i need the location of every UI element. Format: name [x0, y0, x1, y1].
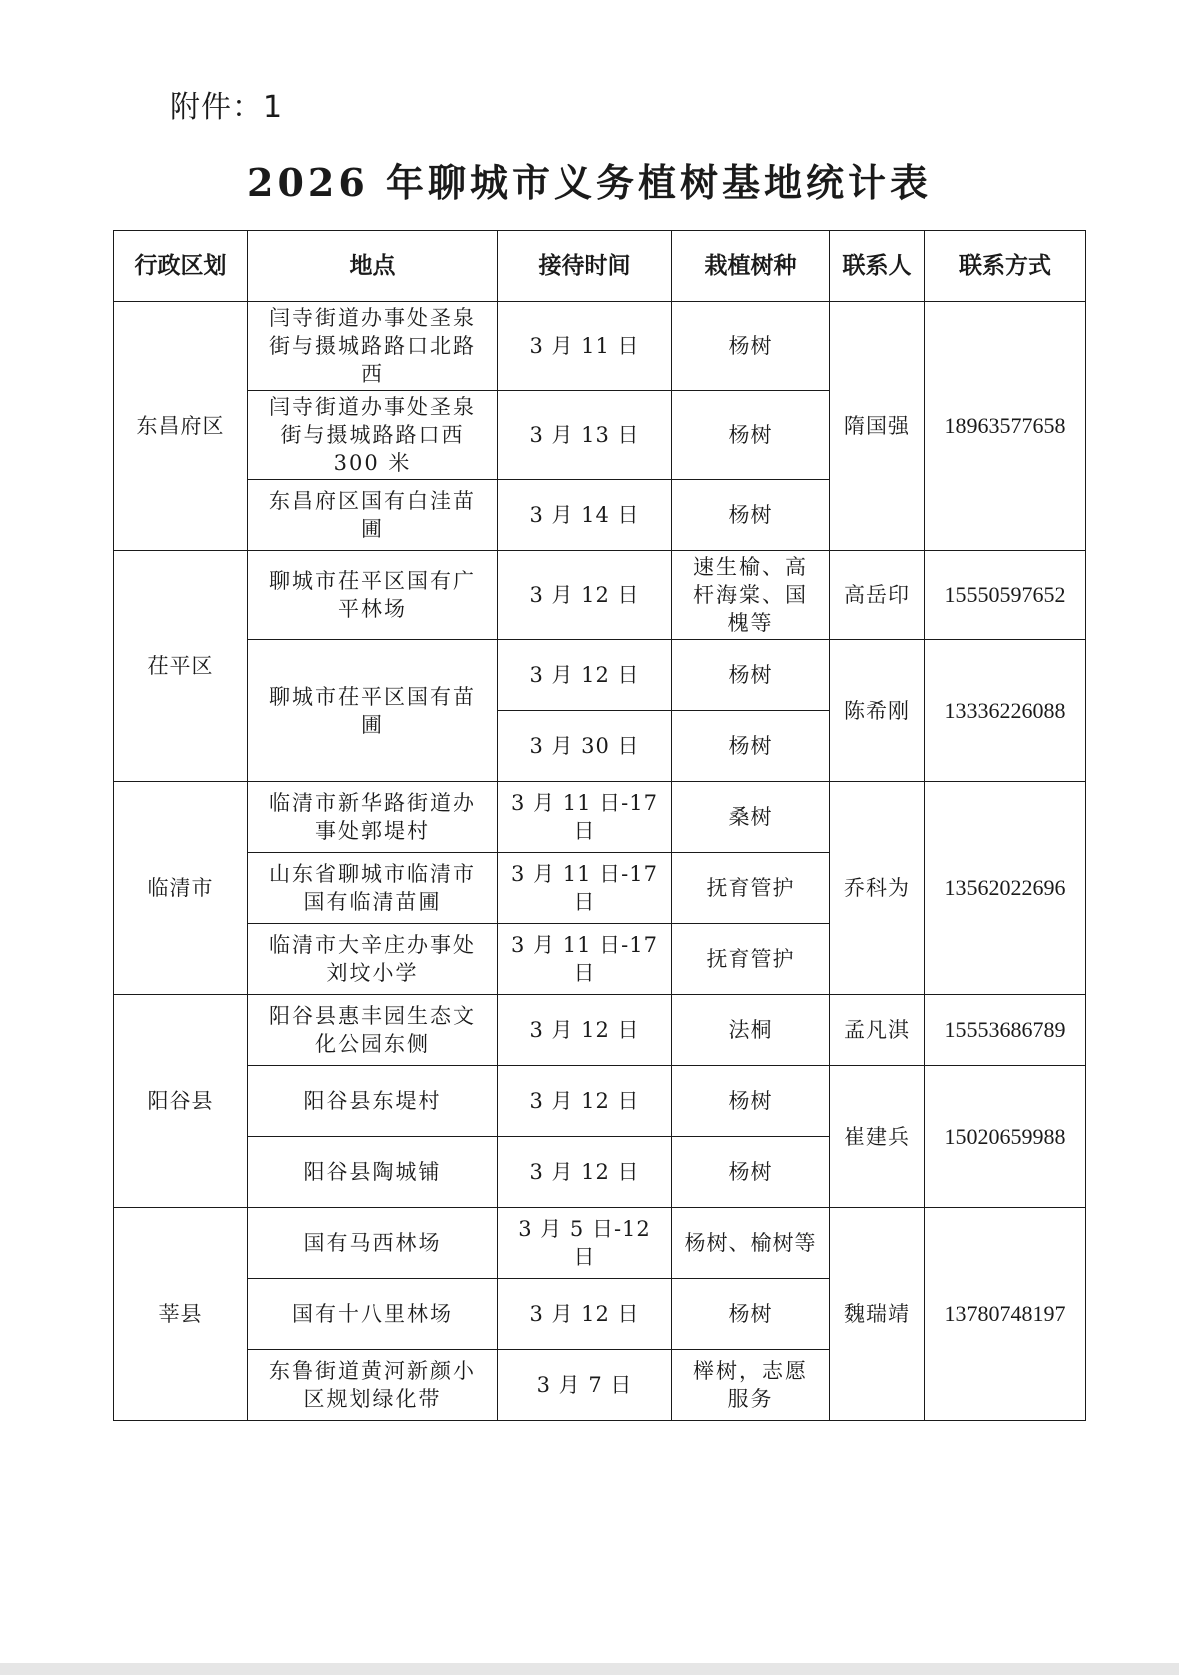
- phone-cell: 13562022696: [925, 782, 1086, 995]
- header-species: 栽植树种: [672, 231, 830, 302]
- location-cell: 闫寺街道办事处圣泉街与摄城路路口西 300 米: [248, 391, 498, 480]
- district-cell: 东昌府区: [114, 302, 248, 551]
- table-row: [114, 640, 1086, 711]
- contact-cell: 陈希刚: [830, 640, 925, 782]
- location-cell: 阳谷县东堤村: [248, 1066, 498, 1137]
- time-cell: 3 月 30 日: [498, 711, 672, 782]
- time-cell: 3 月 11 日-17 日: [498, 924, 672, 995]
- time-cell: 3 月 12 日: [498, 551, 672, 640]
- location-cell: 东昌府区国有白洼苗圃: [248, 480, 498, 551]
- table-row: [114, 1208, 1086, 1279]
- location-cell: 东鲁街道黄河新颜小区规划绿化带: [248, 1350, 498, 1421]
- attachment-label: 附件：1: [170, 90, 284, 125]
- time-cell: 3 月 12 日: [498, 1137, 672, 1208]
- location-cell: 国有马西林场: [248, 1208, 498, 1279]
- district-cell: 莘县: [114, 1208, 248, 1421]
- time-cell: 3 月 13 日: [498, 391, 672, 480]
- contact-cell: 高岳印: [830, 551, 925, 640]
- species-cell: 速生榆、高杆海棠、国槐等: [672, 551, 830, 640]
- location-cell: 山东省聊城市临清市国有临清苗圃: [248, 853, 498, 924]
- species-cell: 杨树: [672, 480, 830, 551]
- species-cell: 杨树: [672, 1279, 830, 1350]
- time-cell: 3 月 7 日: [498, 1350, 672, 1421]
- species-cell: 抚育管护: [672, 853, 830, 924]
- species-cell: 杨树: [672, 640, 830, 711]
- table-row: [114, 551, 1086, 640]
- header-district: 行政区划: [114, 231, 248, 302]
- location-cell: 聊城市茌平区国有广平林场: [248, 551, 498, 640]
- time-cell: 3 月 11 日-17 日: [498, 782, 672, 853]
- table-header-row: [114, 231, 1086, 302]
- time-cell: 3 月 12 日: [498, 1279, 672, 1350]
- table-row: [114, 995, 1086, 1066]
- species-cell: 杨树: [672, 1066, 830, 1137]
- time-cell: 3 月 11 日-17 日: [498, 853, 672, 924]
- table-row: [114, 782, 1086, 853]
- location-cell: 聊城市茌平区国有苗圃: [248, 640, 498, 782]
- header-contact: 联系人: [830, 231, 925, 302]
- phone-cell: 18963577658: [925, 302, 1086, 551]
- district-cell: 茌平区: [114, 551, 248, 782]
- header-time: 接待时间: [498, 231, 672, 302]
- phone-cell: 15020659988: [925, 1066, 1086, 1208]
- time-cell: 3 月 14 日: [498, 480, 672, 551]
- planting-base-table: [113, 230, 1086, 1421]
- contact-cell: 孟凡淇: [830, 995, 925, 1066]
- location-cell: 阳谷县陶城铺: [248, 1137, 498, 1208]
- time-cell: 3 月 11 日: [498, 302, 672, 391]
- time-cell: 3 月 12 日: [498, 640, 672, 711]
- page-bottom-divider: [0, 1663, 1179, 1675]
- species-cell: 榉树，志愿服务: [672, 1350, 830, 1421]
- time-cell: 3 月 12 日: [498, 1066, 672, 1137]
- header-location: 地点: [248, 231, 498, 302]
- header-phone: 联系方式: [925, 231, 1086, 302]
- location-cell: 国有十八里林场: [248, 1279, 498, 1350]
- time-cell: 3 月 12 日: [498, 995, 672, 1066]
- contact-cell: 隋国强: [830, 302, 925, 551]
- district-cell: 临清市: [114, 782, 248, 995]
- phone-cell: 13780748197: [925, 1208, 1086, 1421]
- table-row: [114, 1066, 1086, 1137]
- location-cell: 阳谷县惠丰园生态文化公园东侧: [248, 995, 498, 1066]
- location-cell: 临清市大辛庄办事处刘坟小学: [248, 924, 498, 995]
- species-cell: 杨树、榆树等: [672, 1208, 830, 1279]
- table-row: [114, 302, 1086, 391]
- location-cell: 临清市新华路街道办事处郭堤村: [248, 782, 498, 853]
- species-cell: 杨树: [672, 302, 830, 391]
- species-cell: 抚育管护: [672, 924, 830, 995]
- phone-cell: 13336226088: [925, 640, 1086, 782]
- contact-cell: 乔科为: [830, 782, 925, 995]
- location-cell: 闫寺街道办事处圣泉街与摄城路路口北路西: [248, 302, 498, 391]
- species-cell: 杨树: [672, 711, 830, 782]
- species-cell: 法桐: [672, 995, 830, 1066]
- page-title: 2026 年聊城市义务植树基地统计表: [247, 160, 932, 205]
- species-cell: 桑树: [672, 782, 830, 853]
- time-cell: 3 月 5 日-12 日: [498, 1208, 672, 1279]
- district-cell: 阳谷县: [114, 995, 248, 1208]
- species-cell: 杨树: [672, 1137, 830, 1208]
- contact-cell: 崔建兵: [830, 1066, 925, 1208]
- phone-cell: 15553686789: [925, 995, 1086, 1066]
- species-cell: 杨树: [672, 391, 830, 480]
- phone-cell: 15550597652: [925, 551, 1086, 640]
- contact-cell: 魏瑞靖: [830, 1208, 925, 1421]
